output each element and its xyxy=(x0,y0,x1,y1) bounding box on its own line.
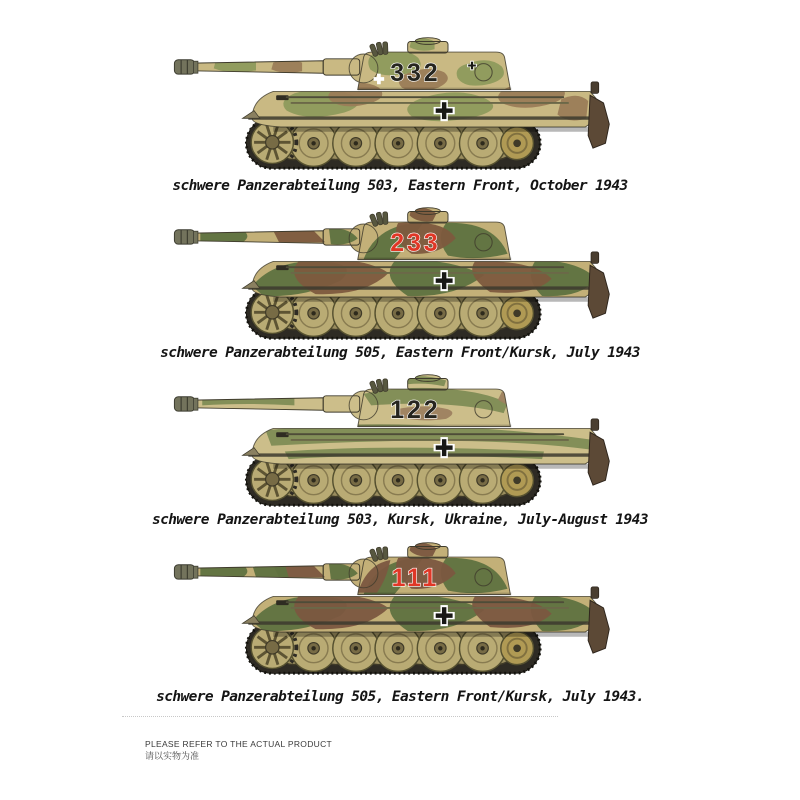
tiger-tank-illustration-111 xyxy=(160,535,640,679)
muzzle-brake xyxy=(174,230,198,244)
fender xyxy=(248,621,599,624)
exhaust-pipe xyxy=(591,419,599,431)
muzzle-brake xyxy=(174,397,198,411)
tank-figure-2 xyxy=(0,200,800,361)
fender xyxy=(248,286,599,289)
exhaust-pipe xyxy=(591,587,599,599)
turret-number: 122 xyxy=(390,395,441,424)
rear-stowage xyxy=(588,600,609,653)
fender xyxy=(248,453,599,456)
tank-caption-3: schwere Panzerabteilung 503, Kursk, Ukraine, July-August 1943 xyxy=(152,512,648,528)
smoke-discharger xyxy=(383,212,388,225)
turret-number: 233 xyxy=(390,228,441,257)
dotted-divider-line xyxy=(122,716,558,717)
tank-figure-1 xyxy=(0,30,800,194)
smoke-discharger xyxy=(383,42,388,55)
turret-number: 111 xyxy=(391,563,440,592)
idler-wheel xyxy=(501,632,534,665)
muzzle-brake xyxy=(174,60,198,74)
tiger-tank-illustration-233 xyxy=(160,200,640,344)
idler-wheel xyxy=(501,127,534,160)
tank-caption-2: schwere Panzerabteilung 505, Eastern Front/Kursk, July 1943 xyxy=(160,345,640,361)
smoke-discharger xyxy=(383,547,388,560)
fender xyxy=(248,116,599,119)
idler-wheel xyxy=(501,297,534,330)
exhaust-pipe xyxy=(591,252,599,264)
muzzle-brake xyxy=(174,565,198,579)
tiger-tank-illustration-122 xyxy=(160,367,640,511)
footer-notice-zh: 请以实物为准 xyxy=(145,751,200,761)
tank-figure-3 xyxy=(0,367,800,528)
tiger-tank-illustration-332 xyxy=(160,30,640,174)
turret-number: 332 xyxy=(390,58,441,87)
footer-notice-en: PLEASE REFER TO THE ACTUAL PRODUCT xyxy=(145,739,333,749)
footer-notice xyxy=(145,739,332,762)
idler-wheel xyxy=(501,464,534,497)
rear-stowage xyxy=(588,265,609,318)
tank-figure-4 xyxy=(0,535,800,705)
exhaust-pipe xyxy=(591,82,599,94)
rear-stowage xyxy=(588,95,609,148)
smoke-discharger xyxy=(383,379,388,392)
rear-stowage xyxy=(588,432,609,485)
tank-caption-4: schwere Panzerabteilung 505, Eastern Front/Kursk, July 1943. xyxy=(156,689,644,705)
tank-caption-1: schwere Panzerabteilung 503, Eastern Front, October 1943 xyxy=(172,178,628,194)
